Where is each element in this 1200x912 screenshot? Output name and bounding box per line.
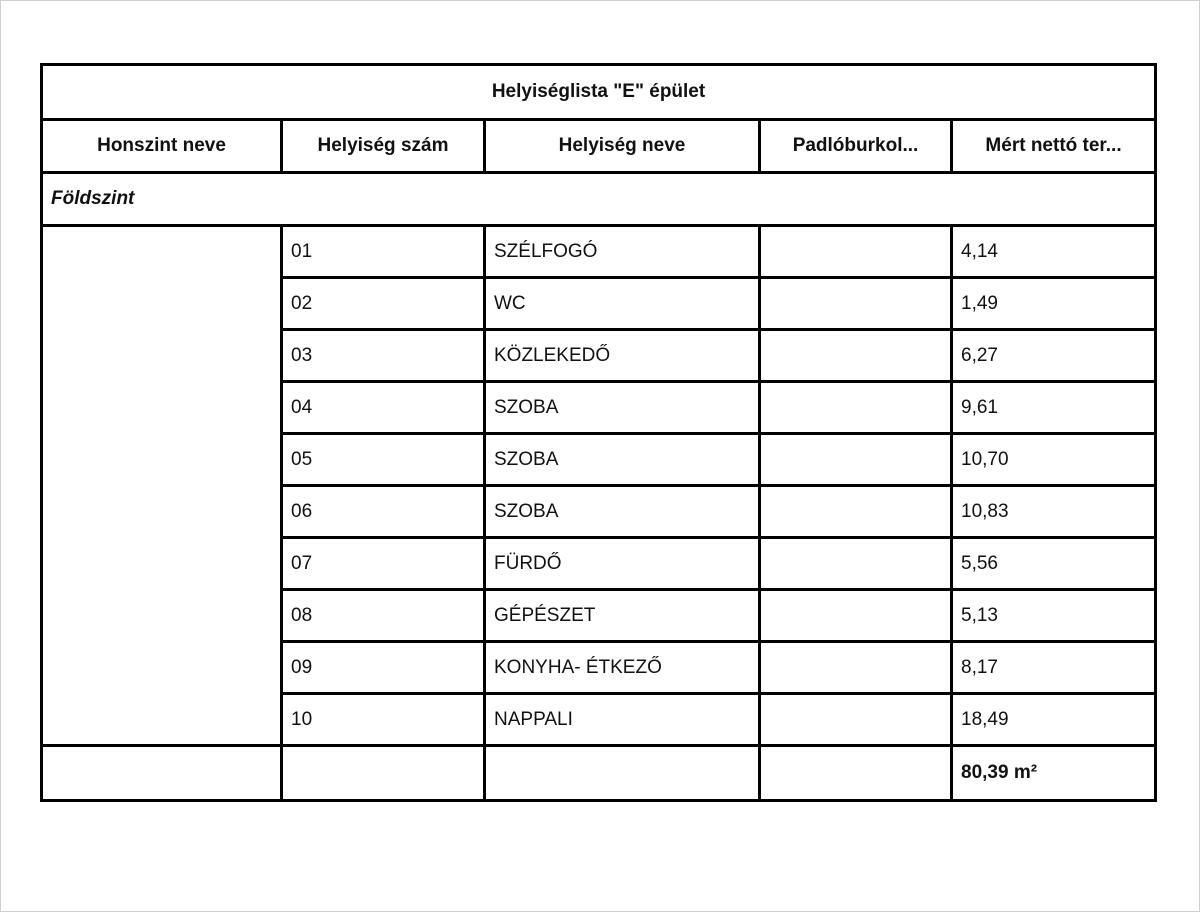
total-row <box>42 746 1156 801</box>
floor-covering <box>760 694 952 746</box>
floor-covering <box>760 486 952 538</box>
header-level-name: Honszint neve <box>42 120 282 173</box>
room-name: KÖZLEKEDŐ <box>485 330 760 382</box>
header-floor-covering: Padlóburkol... <box>760 120 952 173</box>
total-empty-cell <box>485 746 760 801</box>
floor-covering <box>760 382 952 434</box>
floor-covering <box>760 538 952 590</box>
room-area: 5,13 <box>952 590 1156 642</box>
room-name: WC <box>485 278 760 330</box>
room-area: 9,61 <box>952 382 1156 434</box>
header-net-area: Mért nettó ter... <box>952 120 1156 173</box>
total-area: 80,39 m² <box>952 746 1156 801</box>
level-row <box>42 173 1156 226</box>
floor-covering <box>760 434 952 486</box>
floor-covering <box>760 330 952 382</box>
room-list-table <box>40 63 1157 802</box>
room-name: GÉPÉSZET <box>485 590 760 642</box>
total-empty-cell <box>760 746 952 801</box>
room-area: 1,49 <box>952 278 1156 330</box>
header-room-number: Helyiség szám <box>282 120 485 173</box>
floor-covering <box>760 278 952 330</box>
room-area: 10,70 <box>952 434 1156 486</box>
room-number: 08 <box>282 590 485 642</box>
level-group-cell <box>42 226 282 746</box>
total-empty-cell <box>282 746 485 801</box>
room-name: SZOBA <box>485 382 760 434</box>
room-name: NAPPALI <box>485 694 760 746</box>
room-name: SZOBA <box>485 434 760 486</box>
room-name: FÜRDŐ <box>485 538 760 590</box>
total-empty-cell <box>42 746 282 801</box>
floor-covering <box>760 642 952 694</box>
room-name: SZÉLFOGÓ <box>485 226 760 278</box>
room-number: 01 <box>282 226 485 278</box>
room-name: SZOBA <box>485 486 760 538</box>
room-area: 18,49 <box>952 694 1156 746</box>
header-row <box>42 120 1156 173</box>
room-number: 05 <box>282 434 485 486</box>
title-row <box>42 65 1156 120</box>
room-number: 03 <box>282 330 485 382</box>
room-number: 10 <box>282 694 485 746</box>
table-row <box>42 226 1156 278</box>
room-number: 09 <box>282 642 485 694</box>
room-area: 4,14 <box>952 226 1156 278</box>
room-number: 02 <box>282 278 485 330</box>
header-room-name: Helyiség neve <box>485 120 760 173</box>
room-area: 5,56 <box>952 538 1156 590</box>
floor-covering <box>760 590 952 642</box>
floor-covering <box>760 226 952 278</box>
table-title: Helyiséglista "E" épület <box>42 65 1156 120</box>
room-area: 6,27 <box>952 330 1156 382</box>
room-name: KONYHA- ÉTKEZŐ <box>485 642 760 694</box>
room-number: 06 <box>282 486 485 538</box>
level-name: Földszint <box>42 173 1156 226</box>
room-number: 04 <box>282 382 485 434</box>
room-area: 8,17 <box>952 642 1156 694</box>
room-area: 10,83 <box>952 486 1156 538</box>
room-number: 07 <box>282 538 485 590</box>
